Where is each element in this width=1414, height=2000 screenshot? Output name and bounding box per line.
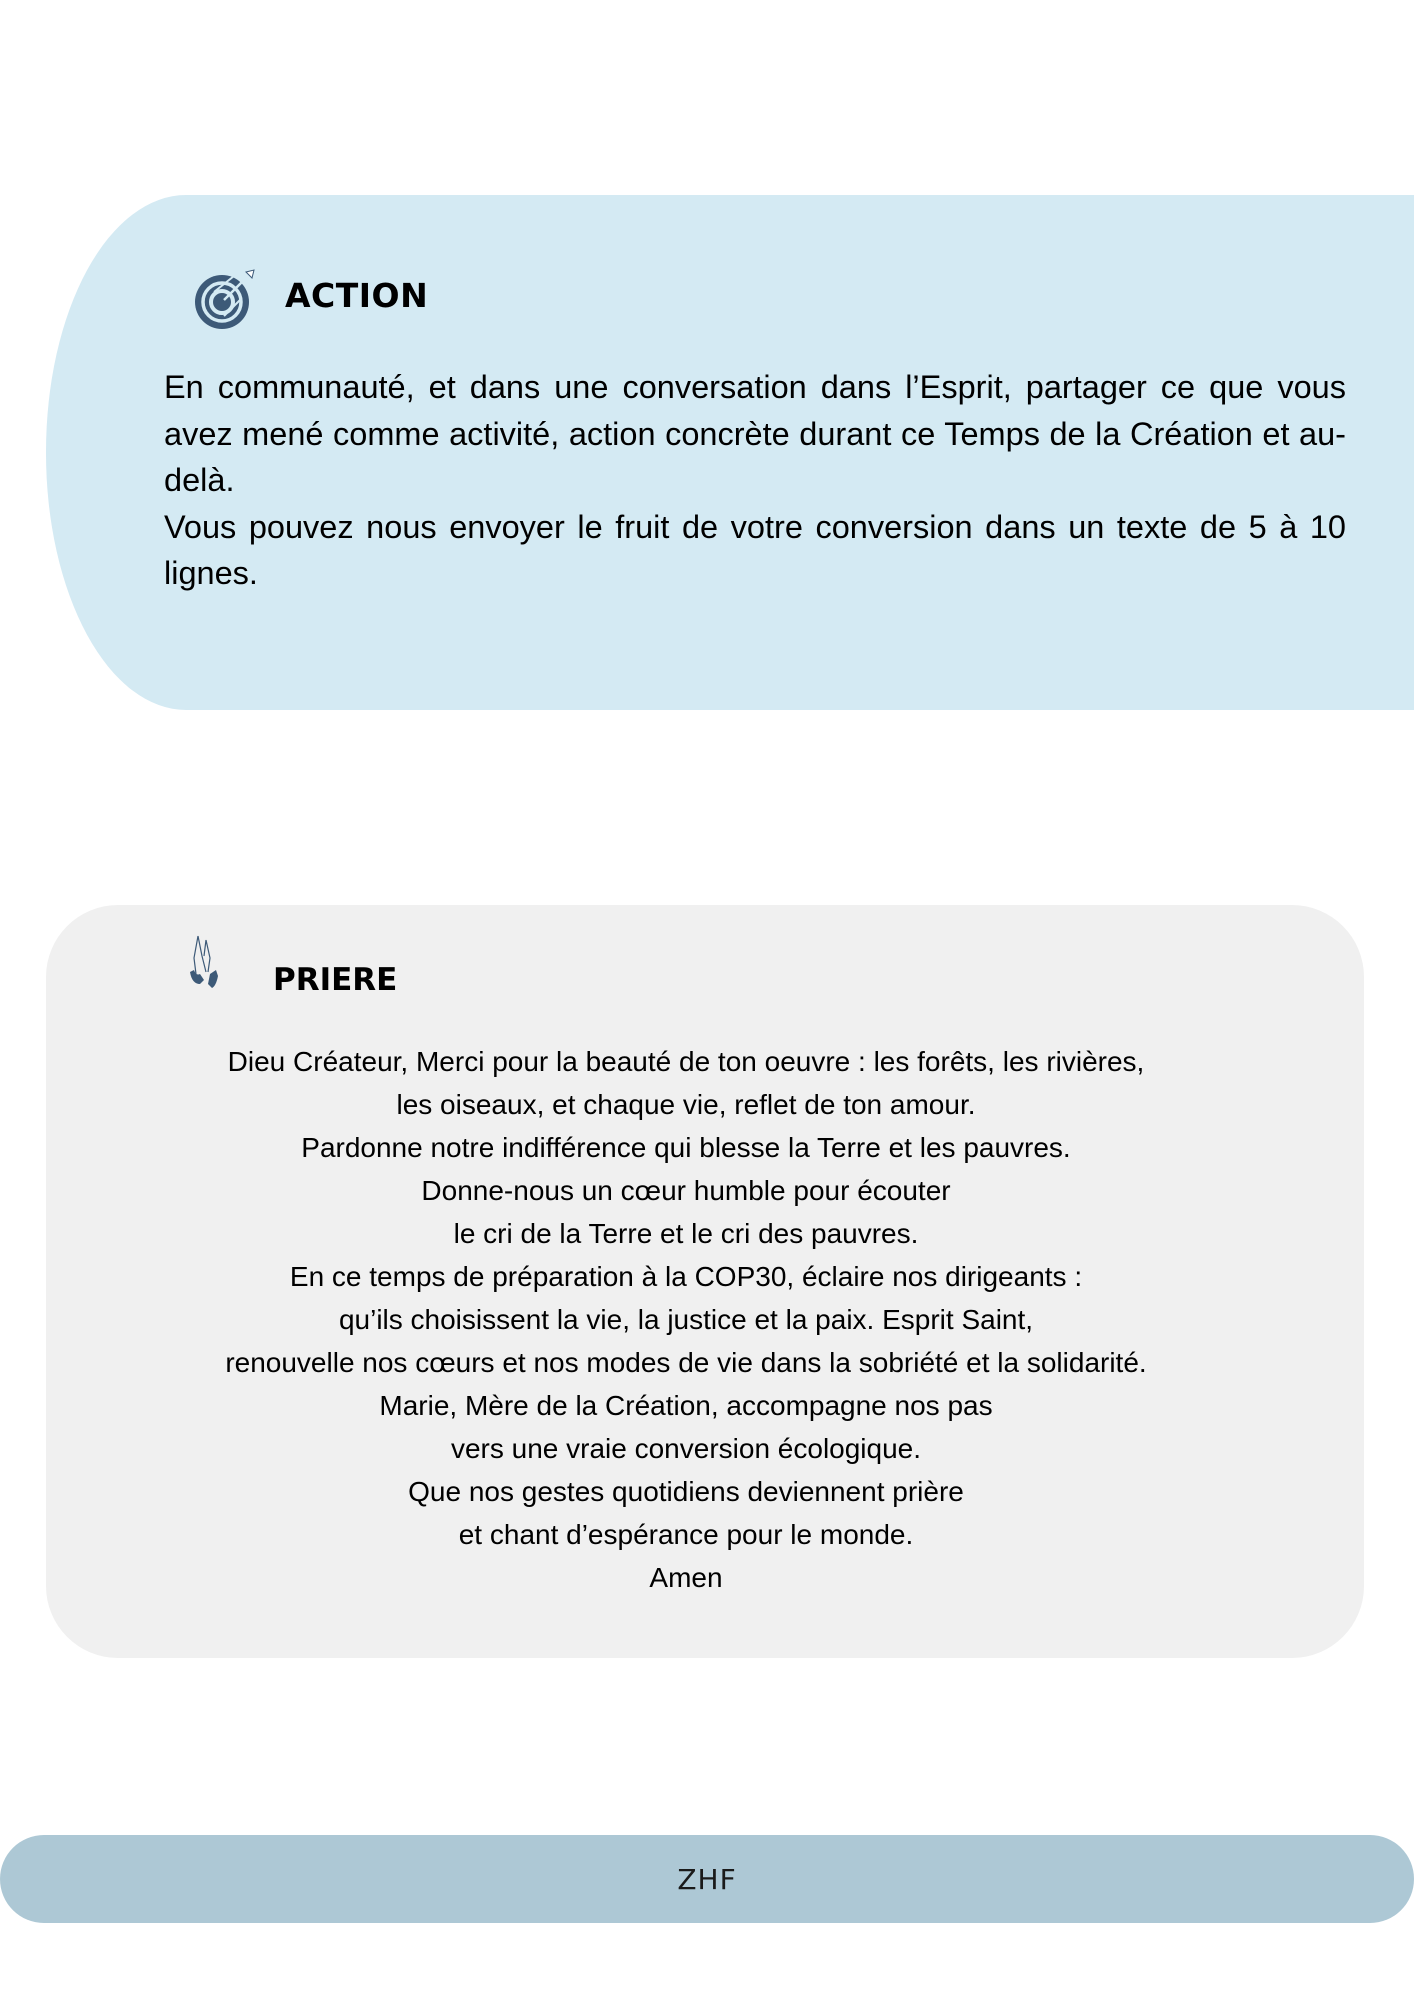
prayer-line: Donne-nous un cœur humble pour écouter (421, 1175, 951, 1206)
action-paragraph: En communauté, et dans une conversation dans l’Esprit, partager ce que vous avez mené comme activité, action concrète durant ce Temps de la Création et au-delà. (164, 369, 1346, 498)
prayer-line: les oiseaux, et chaque vie, reflet de ton amour. (396, 1089, 976, 1120)
target-with-arrows-icon (194, 266, 258, 330)
page-footer (0, 1835, 1414, 1923)
action-description (164, 364, 1346, 597)
action-heading: ACTION (285, 276, 429, 315)
prayer-text (46, 1040, 1326, 1599)
prayer-heading: PRIERE (273, 962, 398, 998)
prayer-line: Amen (649, 1562, 723, 1593)
prayer-line: Dieu Créateur, Merci pour la beauté de ton oeuvre : les forêts, les rivières, (227, 1046, 1145, 1077)
prayer-line: le cri de la Terre et le cri des pauvres. (453, 1218, 919, 1249)
footer-label: ZHF (677, 1862, 737, 1896)
prayer-line: En ce temps de préparation à la COP30, éclaire nos dirigeants : (289, 1261, 1083, 1292)
prayer-line: vers une vraie conversion écologique. (450, 1433, 922, 1464)
prayer-line: Que nos gestes quotidiens deviennent prière (408, 1476, 964, 1507)
prayer-line: qu’ils choisissent la vie, la justice et la paix. Esprit Saint, (338, 1304, 1034, 1335)
prayer-line: et chant d’espérance pour le monde. (458, 1519, 914, 1550)
prayer-line: Pardonne notre indifférence qui blesse la Terre et les pauvres. (301, 1132, 1071, 1163)
prayer-line: renouvelle nos cœurs et nos modes de vie dans la sobriété et la solidarité. (225, 1347, 1147, 1378)
action-paragraph: Vous pouvez nous envoyer le fruit de votre conversion dans un texte de 5 à 10 lignes. (164, 508, 1346, 591)
praying-hands-icon (186, 934, 226, 990)
prayer-line: Marie, Mère de la Création, accompagne nos pas (379, 1390, 993, 1421)
